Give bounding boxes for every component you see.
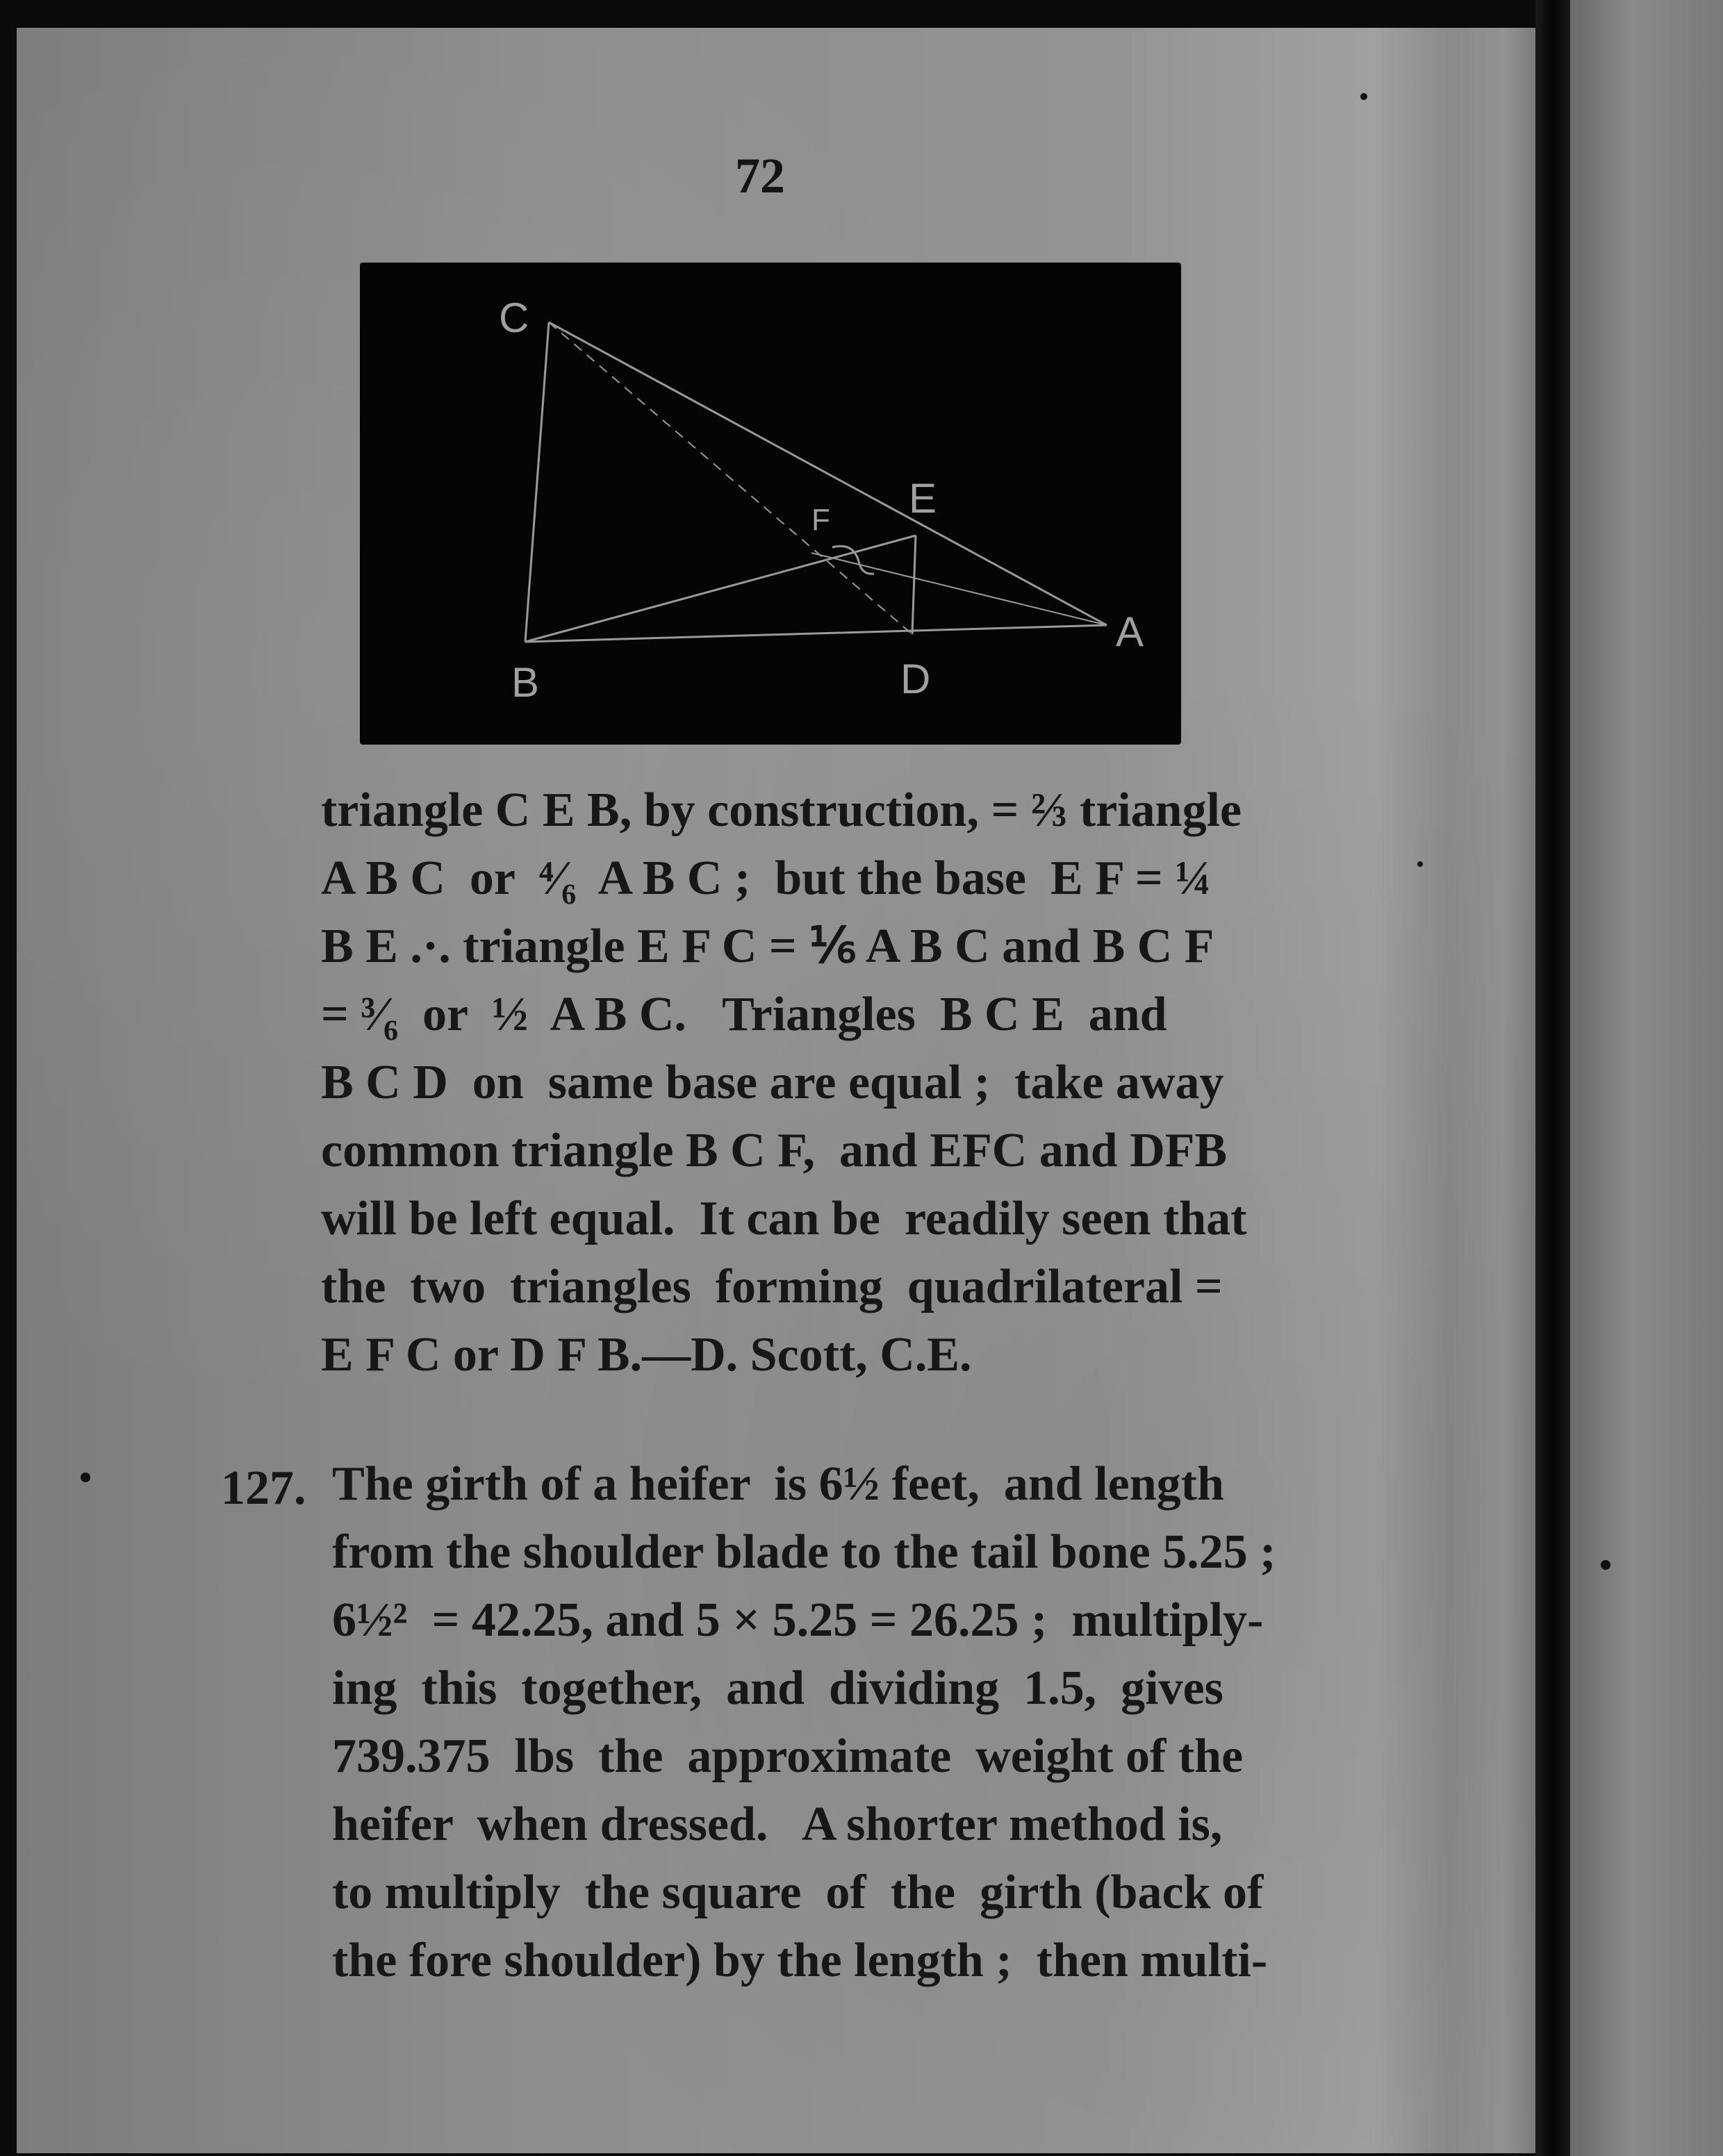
text-line: common triangle B C F, and EFC and DFB [321,1124,1228,1177]
ink-speck [81,1473,90,1482]
text-line: to multiply the square of the girth (back of [332,1866,1264,1919]
text-line: the fore shoulder) by the length ; then multi- [332,1934,1268,1987]
side-ba [525,625,1107,642]
text-line: heifer when dressed. A shorter method is, [332,1798,1223,1851]
vertex-label-a: A [1116,608,1144,655]
vertex-label-b: B [511,659,540,706]
geometry-diagram [360,263,1181,745]
text-line: The girth of a heifer is 6½ feet, and length [332,1457,1224,1511]
problem-paragraph [332,1450,1374,1995]
text-line: B C D on same base are equal ; take away [321,1056,1224,1109]
vertex-label-e: E [909,475,937,522]
facing-page-edge [1570,0,1723,2156]
text-line: 739.375 lbs the approximate weight of the [332,1730,1244,1783]
segment-cd [549,322,912,634]
text-line: E F C or D F B.—D. Scott, C.E. [321,1328,972,1382]
vertex-label-c: C [499,295,529,341]
text-line: will be left equal. It can be readily seen that [321,1192,1247,1245]
segment-fa [811,553,1107,625]
side-ca [549,322,1107,625]
continuation-paragraph [321,777,1363,1389]
text-line: = ³⁄₆ or ½ A B C. Triangles B C E and [321,988,1167,1041]
side-cb [525,322,549,642]
segment-be [525,536,916,642]
ink-speck [1360,93,1367,100]
text-line: triangle C E B, by construction, = ⅔ triangle [321,783,1242,837]
text-line: the two triangles forming quadrilateral = [321,1260,1223,1313]
ink-speck [1601,1560,1610,1570]
vertex-label-f: F [811,503,830,537]
text-line: A B C or ⁴⁄₆ A B C ; but the base E F = ¼ [321,852,1212,905]
vertex-label-d: D [900,656,931,702]
book-spine [1535,0,1570,2156]
page-number: 72 [735,148,785,204]
text-line: B E .·. triangle E F C = ⅙ A B C and B C F [321,920,1214,973]
problem-number: 127. [221,1461,306,1515]
text-line: ing this together, and dividing 1.5, gives [332,1661,1223,1715]
text-line: 6½² = 42.25, and 5 × 5.25 = 26.25 ; multiply- [332,1593,1264,1647]
segment-ed [912,536,916,634]
triangle-construction-figure [360,263,1181,745]
ink-speck [1417,861,1423,867]
text-line: from the shoulder blade to the tail bone 5.25 ; [332,1525,1276,1579]
